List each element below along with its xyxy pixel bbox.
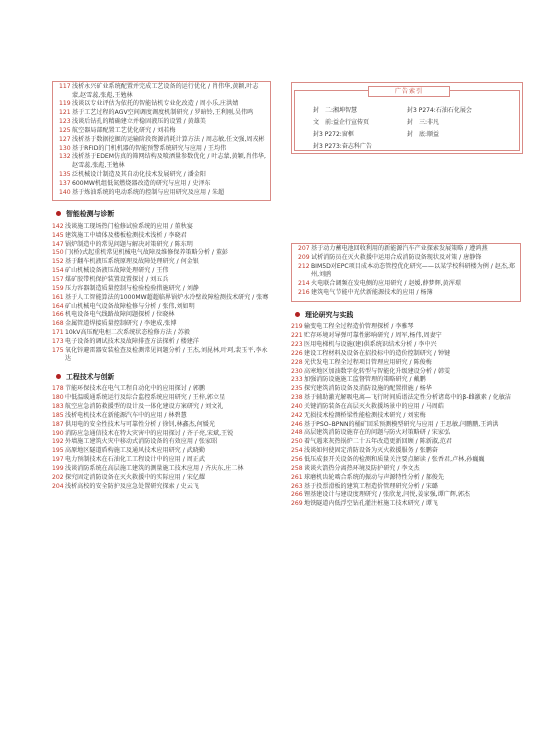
entry-title: 火电联合调频在发电侧的应用研究 / 赵媛,薛梦辉,黄浑璟 xyxy=(311,280,461,288)
page-number: 164 xyxy=(52,302,64,310)
entry-title: BIM5D对EPC项目成本动态管控优化研究——以某学校科研楼为例 / 赵杰,郑州,刘鸥 xyxy=(311,262,515,279)
entry-title: 金属管道焊接质量控制研究 / 李建成,张博 xyxy=(65,320,177,328)
entry-title: 着气遇来灰热锅炉二十五年改造更新回顾 / 陈新淑,范君 xyxy=(304,438,453,446)
entry-title: 基于辅助激光解吸电离—飞行时间质谱法定性分析诸葛中的β-雌激素 / 化敏洁 xyxy=(304,394,512,402)
section-heading xyxy=(56,210,271,219)
entry-title: 谈谈火箭热分离热环境及防护研究 / 李文杰 xyxy=(304,464,420,472)
page-number: 154 xyxy=(52,267,64,275)
ad-index-frame xyxy=(291,82,523,154)
page-number: 221 xyxy=(291,332,303,340)
entry-title: 建筑施工中墙体及楼板检测技术浅析 / 李晓君 xyxy=(65,231,187,239)
entry-title: 锂基建设计与建设度理研究 / 张欣龙,闫悦,姜家强,谭广辉,郭杰 xyxy=(304,491,471,499)
toc-entry xyxy=(291,465,521,474)
toc-entry xyxy=(291,412,521,421)
page-number: 250 xyxy=(291,438,303,446)
entry-title: 建筑电气节能中光伏新能源技术的应用 / 杨簿 xyxy=(311,288,433,296)
page-number: 142 xyxy=(52,222,64,230)
entry-title: 高原地区隧道盾构施工及通风技术应用研究 / 武晓勤 xyxy=(65,447,205,455)
entry-title: 低压成套开关设备的检测和质量关注要点解读 / 张香君,卢林,孙巍巍 xyxy=(304,455,485,463)
toc-entry xyxy=(298,280,516,289)
ad-item: 封 二:湘坤智慧 xyxy=(313,107,358,114)
entry-title: 探究建筑消防设备及消防设施的配置措施 / 杨华 xyxy=(304,385,432,393)
page-number: 161 xyxy=(52,293,64,301)
entry-title: 球磨机齿轮啮合系统的振动与声源特性分析 / 郝俊先 xyxy=(304,473,444,481)
page-number: 180 xyxy=(52,394,64,402)
toc-entry xyxy=(52,232,271,241)
entry-title: 消防应急通信技术在特大灾害中的应用探讨 / 齐子亮,宋斌,王锐 xyxy=(65,429,234,437)
toc-entry xyxy=(52,329,271,338)
toc-entry xyxy=(52,474,271,483)
page-number: 214 xyxy=(298,280,310,288)
entry-title: 光伏发电工程全过程项目管理应用研究 / 陈俊梅 xyxy=(304,358,432,366)
toc-entry xyxy=(59,109,266,118)
page-number: 166 xyxy=(52,311,64,319)
entry-title: 试析消防员在灭火救援中运用合成消防设备现状及对策 / 唐静锋 xyxy=(311,253,482,261)
toc-entry xyxy=(291,350,521,359)
bullet-icon xyxy=(56,211,61,216)
page-number: 125 xyxy=(59,126,71,134)
toc-block-box xyxy=(291,243,521,302)
page-number: 207 xyxy=(298,245,310,252)
toc-entry xyxy=(52,294,271,303)
entry-title: 基于动力蓄电池回收利用的新能源汽车产业探索发展策略 / 遵鸿燕 xyxy=(311,245,488,252)
page-number: 199 xyxy=(52,464,64,472)
toc-entry xyxy=(291,403,521,412)
page-number: 159 xyxy=(52,284,64,292)
toc-entry xyxy=(52,311,271,320)
ad-item: 封 底:顺益 xyxy=(407,131,440,138)
entry-title: 锅炉制造中的常见问题与解决对策研究 / 陈东明 xyxy=(65,240,193,248)
entry-title: 医用电梯机与设施(建)供系统识结术分析 / 李中兴 xyxy=(304,341,437,348)
entry-title: 浅析高校的安全防护及应急处置研究探索 / 史云飞 xyxy=(65,482,199,490)
toc-entry xyxy=(291,394,521,403)
toc-entry xyxy=(52,385,271,394)
entry-title: 高层建筑消防设施存在的问题与防火对策略研 / 宋家弘 xyxy=(304,429,451,437)
page-number: 132 xyxy=(59,153,71,161)
entry-title: 浅谈施工现场热门检修试验系统的应用 / 董秋宴 xyxy=(65,222,193,230)
bullet-icon xyxy=(56,374,61,379)
page-number: 240 xyxy=(291,402,303,410)
entry-title: 氧化锌避雷器安装检查及检测常见问题分析 / 王杰,刘昆林,叶珂,裴玉平,李永达 xyxy=(65,346,268,363)
toc-entry xyxy=(52,412,271,421)
page-number: 119 xyxy=(59,100,71,108)
toc-entry xyxy=(52,285,271,294)
page-number: 197 xyxy=(52,456,64,464)
toc-entry xyxy=(52,267,271,276)
page-number: 204 xyxy=(52,482,64,490)
section-title: 智能检测与诊断 xyxy=(66,210,115,219)
ad-index-title: 广告索引 xyxy=(368,86,450,97)
page-number: 248 xyxy=(291,429,303,437)
toc-entry xyxy=(291,385,521,394)
page-number: 190 xyxy=(52,429,64,437)
entry-title: 航空器局部配置工艺优化研究 / 刘若梅 xyxy=(72,126,176,134)
entry-title: 浅析电机技术在新能源汽车中的应用 / 林碧慧 xyxy=(65,411,187,419)
page-number: 223 xyxy=(291,341,303,348)
toc-entry xyxy=(59,100,266,109)
page-number: 269 xyxy=(291,500,303,508)
page-number: 135 xyxy=(59,170,71,178)
toc-entry xyxy=(59,127,266,136)
page-number: 173 xyxy=(52,337,64,345)
toc-entry xyxy=(52,241,271,250)
entry-title: 基于翻车机液压系统原理及故障处理研究 / 何金银 xyxy=(65,258,199,266)
page-number: 209 xyxy=(298,253,310,261)
page-number: 117 xyxy=(59,83,71,90)
toc-entry xyxy=(52,447,271,456)
toc-entry xyxy=(59,136,266,145)
entry-title: 矿山机械设备液压故障处理研究 / 王伟 xyxy=(65,267,169,275)
page-number: 256 xyxy=(291,455,303,463)
toc-block-box xyxy=(52,81,271,201)
toc-entry xyxy=(59,83,266,100)
toc-entry xyxy=(59,180,266,189)
page-number: 130 xyxy=(59,144,71,152)
ad-item: 文 前:益企行宣传页 xyxy=(313,119,370,126)
toc-entry xyxy=(52,338,271,347)
toc-entry xyxy=(291,341,521,350)
toc-entry xyxy=(52,347,271,364)
entry-title: 浅析基于EDEM仿真的筛网结构及喷洒量参数优化 / 叶志蒙,黄颖,肖伟华,赵雪蕊,张彪,王勉林 xyxy=(72,153,266,169)
toc-entry xyxy=(59,118,266,127)
page-number: 212 xyxy=(298,262,310,270)
page-number: 185 xyxy=(52,411,64,419)
section-heading xyxy=(56,373,271,382)
toc-entry xyxy=(298,289,516,298)
page-number: 230 xyxy=(291,367,303,375)
page-number: 140 xyxy=(59,188,71,196)
section-heading xyxy=(295,311,521,320)
page-number: 192 xyxy=(52,438,64,446)
toc-entry xyxy=(291,359,521,368)
page-number: 235 xyxy=(291,385,303,393)
toc-entry xyxy=(298,254,516,263)
toc-entry xyxy=(291,323,521,332)
page-number: 261 xyxy=(291,473,303,481)
entry-title: 输变电工程全过程造价管理探析 / 李雅琴 xyxy=(304,323,414,331)
page-number: 233 xyxy=(291,376,303,384)
toc-entry xyxy=(52,320,271,329)
entry-title: 基于炼油系统的电动系统的控制与应用研究及应用 / 朱超 xyxy=(72,188,225,196)
right-column xyxy=(291,243,521,509)
page-number: 123 xyxy=(59,118,71,126)
toc-entry xyxy=(52,421,271,430)
page-number: 145 xyxy=(52,231,64,239)
page-number: 171 xyxy=(52,329,64,337)
toc-entry xyxy=(52,430,271,439)
entry-title: 探究固定消防设备在灭火救援中的实际应用 / 宋亿耀 xyxy=(65,473,205,481)
toc-entry xyxy=(291,332,521,341)
toc-entry xyxy=(291,376,521,385)
toc-entry xyxy=(291,474,521,483)
toc-entry xyxy=(59,171,266,180)
entry-title: 基于人工智能算法的1000MW超超临界锅炉水冷壁故障检测技术研究 / 张骞 xyxy=(65,293,269,301)
entry-title: 10kV高压配电柜二次系统状态检修方法 / 苏毅 xyxy=(65,329,190,337)
entry-title: 基于PSO–BPNN的桶矿回采预测模型研究与应用 / 王思敏,闫鹏鹏,王鸿洪 xyxy=(304,420,499,428)
entry-title: 加强消防设施施工监督管理的策略研究 / 戴鹏 xyxy=(304,376,426,384)
left-column xyxy=(52,81,271,492)
entry-title: 浅谈如何使固定消防设备为灭火救援服务 / 张鹏奋 xyxy=(304,447,438,455)
toc-entry xyxy=(52,456,271,465)
entry-title: 浅谈以专业评估为依托的智能钻机专业化改造 / 周小乐,庄洪婧 xyxy=(72,100,239,108)
toc-entry xyxy=(291,483,521,492)
page-number: 121 xyxy=(59,109,71,117)
page-number: 242 xyxy=(291,411,303,419)
page-number: 226 xyxy=(291,349,303,357)
entry-title: 矿山机械电气设备故障检修与分析 / 张伟,刘如明 xyxy=(65,302,195,310)
ad-item: 封3 P273:奋志科广告 xyxy=(313,143,372,150)
section-title: 理论研究与实践 xyxy=(305,310,354,319)
toc-entry xyxy=(52,394,271,403)
page-number: 147 xyxy=(52,240,64,248)
entry-title: 关键消防装备在高层灭火救援场景中的应用 / 马周皓 xyxy=(304,402,444,410)
ad-item: 封 三:非凡 xyxy=(407,119,440,126)
entry-title: 基于投票滑板的建筑工程造价管理研究分析 / 宋璐 xyxy=(304,482,438,490)
bullet-icon xyxy=(295,312,300,317)
page-number: 187 xyxy=(52,420,64,428)
toc-entry xyxy=(52,465,271,474)
toc-entry xyxy=(59,145,266,154)
page-number: 127 xyxy=(59,135,71,143)
toc-entry xyxy=(59,153,266,170)
entry-title: 浅析基于数据挖掘的运输阶段资源消耗计算方法 / 周志敏,任文强,周戎彬 xyxy=(72,135,265,143)
page-number: 137 xyxy=(59,179,71,187)
toc-entry xyxy=(291,456,521,465)
page-number: 266 xyxy=(291,491,303,499)
page-number: 246 xyxy=(291,420,303,428)
entry-title: 高寒地区加油数字化转型与智能化升级建设分析 / 韩雯 xyxy=(304,367,451,375)
toc-entry xyxy=(298,263,516,280)
toc-entry xyxy=(291,368,521,377)
entry-title: 电力预制技术在石油化工工程设计中的应用 / 周正武 xyxy=(65,456,205,464)
page-number: 183 xyxy=(52,403,64,411)
page-number: 195 xyxy=(52,447,64,455)
toc-entry xyxy=(52,223,271,232)
entry-title: 基于RFID的门机机器的智能预警系统研究与应用 / 王均伟 xyxy=(72,144,227,152)
page-number: 168 xyxy=(52,320,64,328)
toc-entry xyxy=(52,303,271,312)
page-number: 238 xyxy=(291,394,303,402)
entry-title: 机电设备电气线路故障问题探析 / 位晓林 xyxy=(65,311,175,319)
page-number: 228 xyxy=(291,358,303,366)
section-title: 工程技术与创新 xyxy=(66,372,115,381)
entry-title: 中低温暖通系统运行及综合监控系统应用研究 / 王梓,郭立星 xyxy=(65,394,226,402)
toc-entry xyxy=(59,189,266,198)
entry-title: 泛机械设计制造及其自动化技术发展研究 / 潘金阳 xyxy=(72,170,206,178)
ad-item: 封3 P272:窗框 xyxy=(313,131,354,138)
entry-title: 贮存环境对导弹可靠性影响研究 / 周军,杨伟,周妻宁 xyxy=(304,332,442,340)
toc-entry xyxy=(291,421,521,430)
entry-title: 电子设备的调试技术及故障排查方法探析 / 楼建洋 xyxy=(65,337,199,345)
page-number: 263 xyxy=(291,482,303,490)
ad-item: 封3 P274:石油石化展会 xyxy=(407,107,472,114)
page-number: 216 xyxy=(298,288,310,296)
entry-title: 无损技术检测桥梁性能检测技术研究 / 刘宏梅 xyxy=(304,411,426,419)
entry-title: 压力容器制造质量控制与检验检验措施研究 / 刘静 xyxy=(65,284,199,292)
toc-entry xyxy=(291,429,521,438)
page-number: 178 xyxy=(52,385,64,393)
ad-right-list xyxy=(407,105,472,141)
page-number: 175 xyxy=(52,346,64,354)
entry-title: 节能环保技术在电气工程自动化中的应用探讨 / 郭鹏 xyxy=(65,385,205,393)
entry-title: 建设工程材料及设备在招投标中的造价控制研究 / 钟键 xyxy=(304,349,451,357)
entry-title: 煤矿胶带机保护装置设置探讨 / 刘五兵 xyxy=(65,275,169,283)
entry-title: 航空应急消防救援型的设计及一体化建设方案研究 / 刘文礼 xyxy=(65,403,224,411)
left-sections xyxy=(52,210,271,491)
toc-entry xyxy=(291,438,521,447)
toc-entry xyxy=(52,276,271,285)
toc-entry xyxy=(291,491,521,500)
entry-title: 地铁隧道内低浮空钻孔灌注桩施工技术研究 / 谭飞 xyxy=(304,500,438,508)
toc-entry xyxy=(291,500,521,509)
toc-entry xyxy=(52,483,271,492)
page-number: 258 xyxy=(291,464,303,472)
entry-title: 供用电的安全性技术与可靠性分析 / 徐钊,林鑫杰,何媛光 xyxy=(65,420,215,428)
page-number: 152 xyxy=(52,258,64,266)
toc-entry xyxy=(52,403,271,412)
entry-title: 基于工艺过程的AGV空间调度调度机制研究 / 罗暗铃,王利刚,吴伟鸣 xyxy=(72,109,254,117)
toc-entry xyxy=(291,447,521,456)
page-number: 219 xyxy=(291,323,303,331)
entry-title: 门(桥)式起重机常见机械电气故障及维修保养策略分析 / 董彭 xyxy=(65,249,229,257)
entry-title: 浅谈消防系统在高层施工建筑的测量施工技术应用 / 齐庆东,庄二林 xyxy=(65,464,244,472)
right-section xyxy=(291,311,521,509)
entry-title: 浅析永兴矿业系统配置并完成工艺设备的运行优化 / 肖伟华,黄颖,叶志蒙,赵雪蕊,张彪,王勉林 xyxy=(72,83,259,99)
ad-index-inner-frame xyxy=(294,90,520,151)
toc-entry xyxy=(52,258,271,267)
toc-entry xyxy=(298,245,516,254)
toc-entry xyxy=(52,438,271,447)
entry-title: 浅谈后钻孔的精确建立并稳固液压的设置 / 黄雄美 xyxy=(72,118,206,126)
entry-title: 600MW机组低氮燃烧器改造的研究与应用 / 史泽东 xyxy=(72,179,211,187)
toc-entry xyxy=(52,249,271,258)
ad-left-list xyxy=(313,105,372,153)
entry-title: 外墙施工建筑火灾中移动式消防设备的有效应用 / 张家昭 xyxy=(65,438,218,446)
page-number: 202 xyxy=(52,473,64,481)
page-number: 150 xyxy=(52,249,64,257)
page-number: 254 xyxy=(291,447,303,455)
page-number: 157 xyxy=(52,275,64,283)
